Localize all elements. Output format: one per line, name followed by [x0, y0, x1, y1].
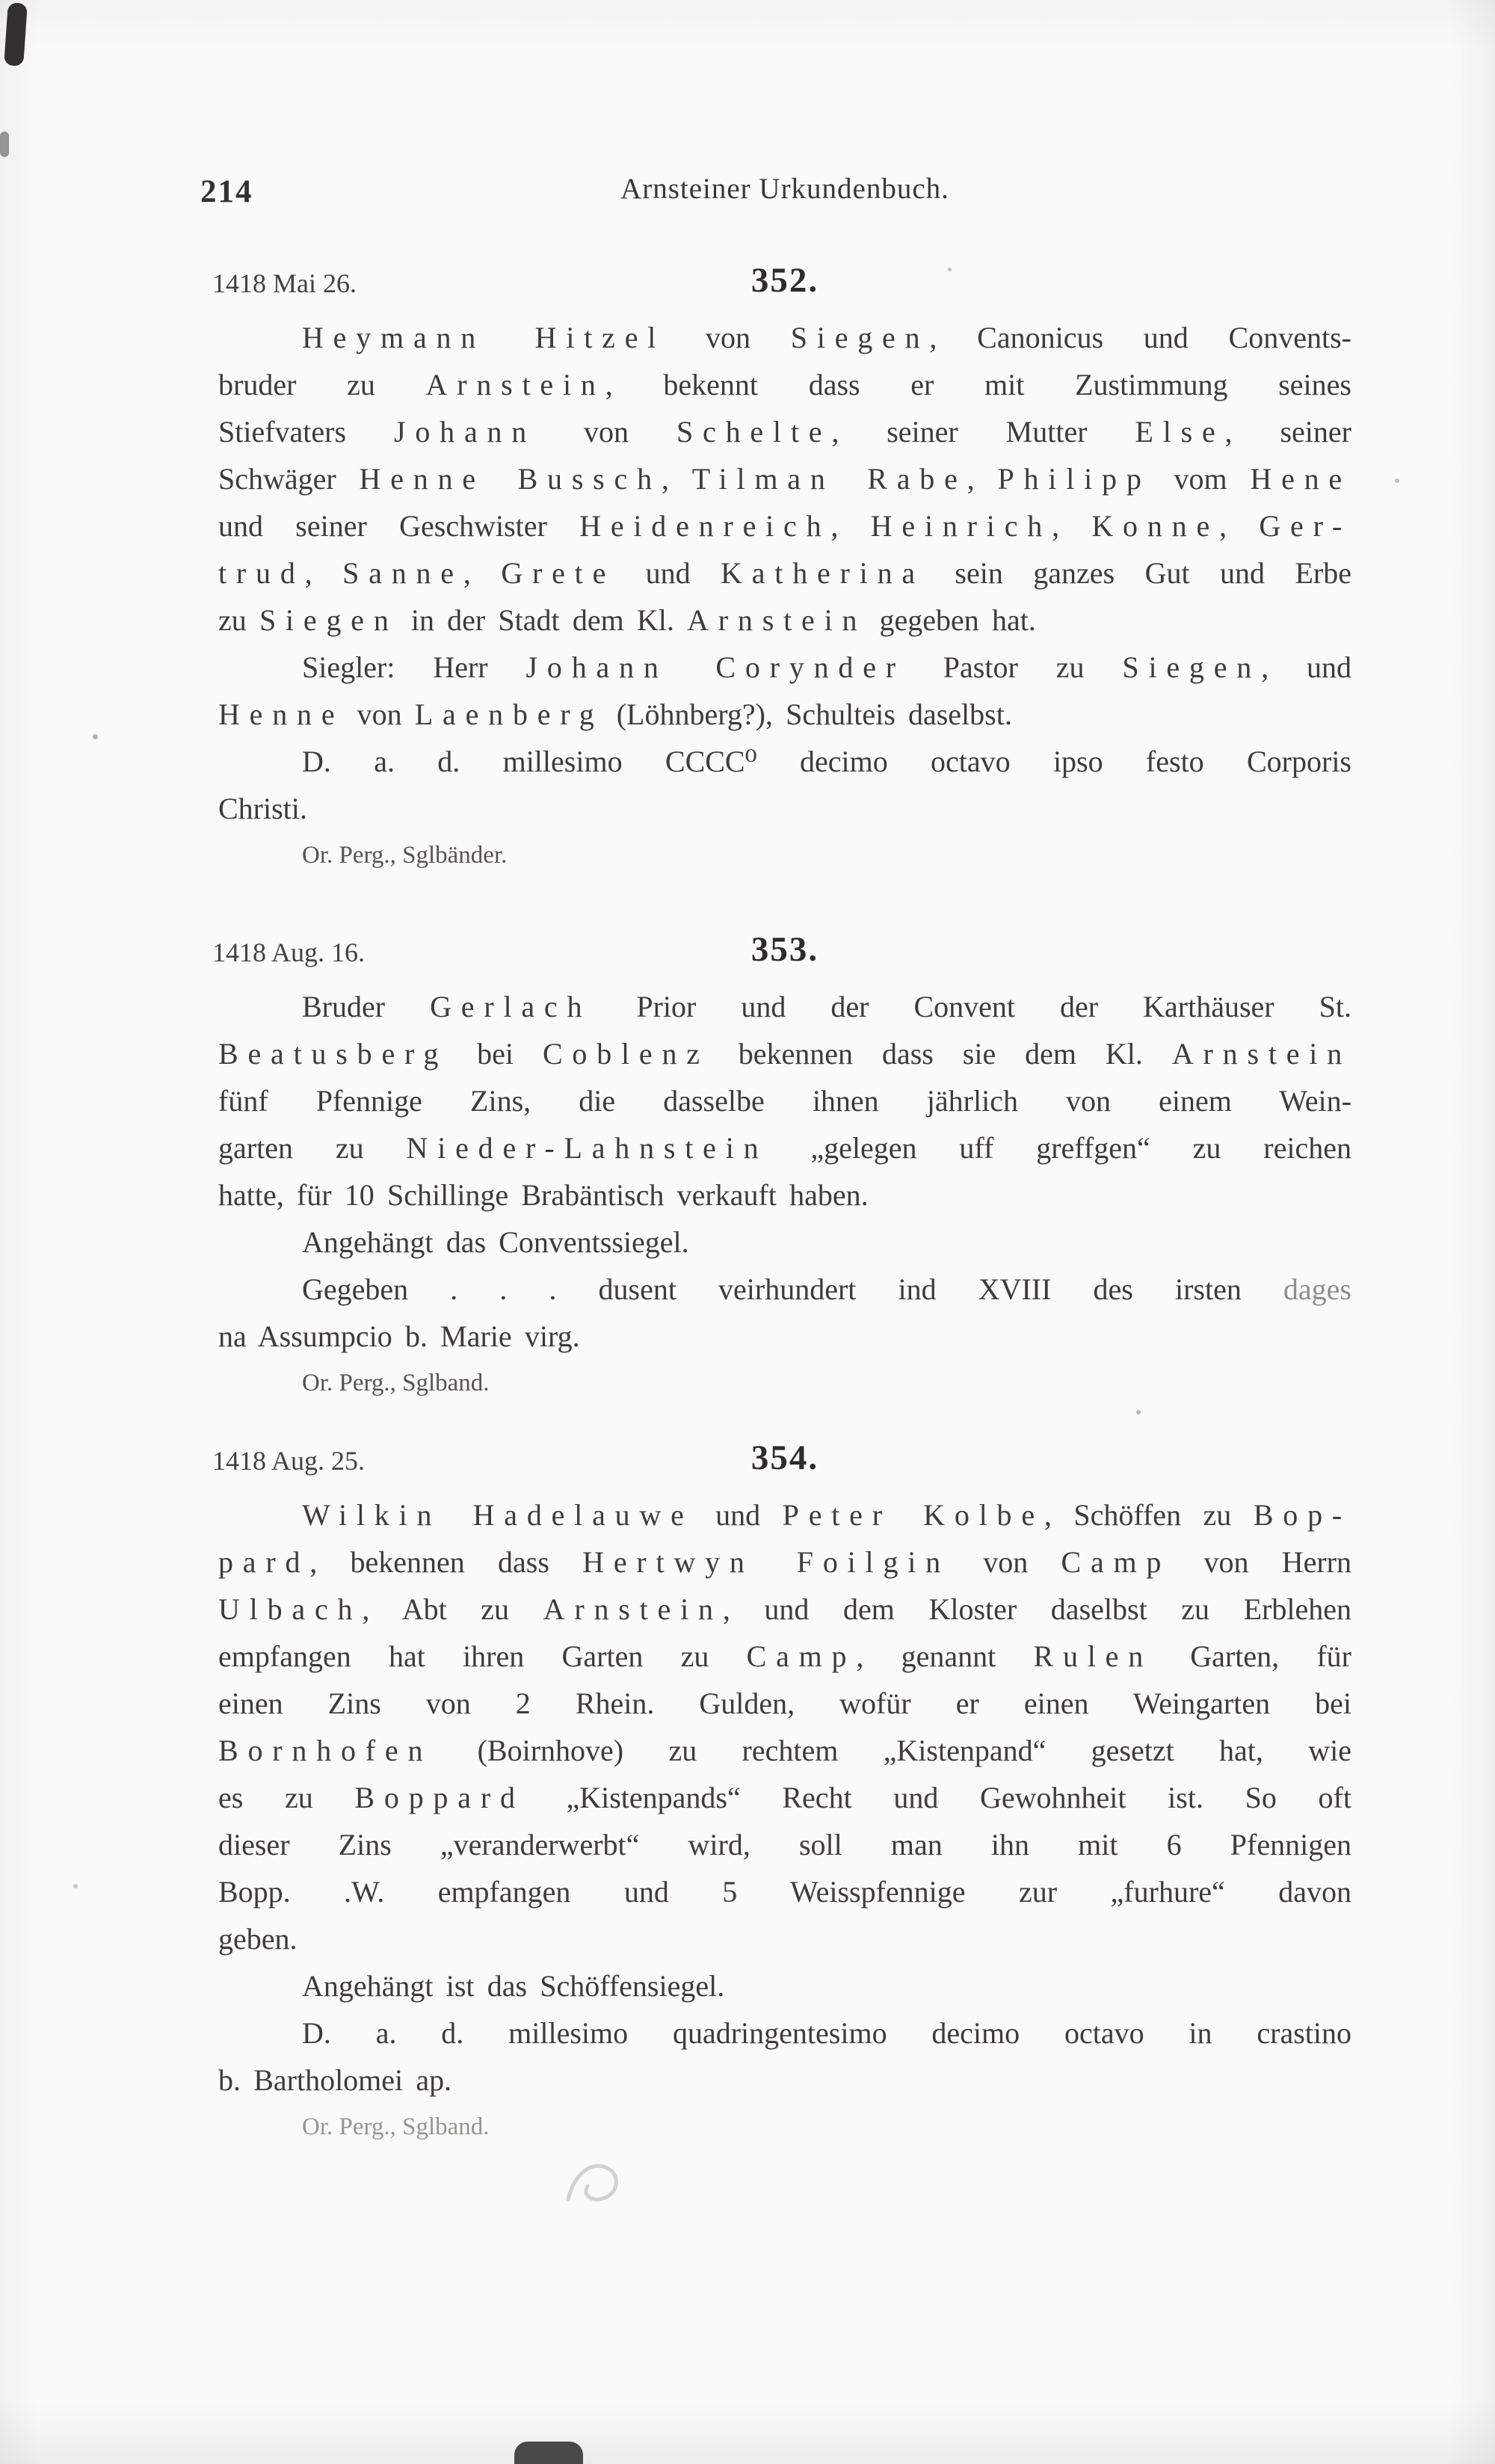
- text-line: [218, 785, 1351, 832]
- text-segment: , seiner Mutter: [831, 415, 1135, 449]
- paragraph: [218, 1962, 1351, 2009]
- spaced-name: Heymann Hitzel: [302, 321, 666, 354]
- text-segment: „gelegen uff greffgen“ zu reichen: [768, 1131, 1351, 1165]
- spaced-name: Schelte: [676, 415, 832, 449]
- text-line: [218, 2105, 1351, 2149]
- entry-date: 1418 Mai 26.: [212, 268, 357, 298]
- source-note: [218, 2105, 1351, 2149]
- text-segment: von: [536, 415, 676, 449]
- paragraph: [218, 1266, 1351, 1360]
- spaced-name: Else: [1135, 415, 1225, 449]
- text-segment: „Kistenpands“ Recht und Gewohnheit ist. So oft: [524, 1781, 1351, 1814]
- text-line: [218, 597, 1351, 644]
- text-segment: gegeben hat.: [866, 603, 1036, 637]
- text-segment: Stiefvaters: [218, 415, 394, 449]
- spaced-name: Nieder-Lahnstein: [406, 1131, 768, 1165]
- spaced-name: Arnstein: [1171, 1037, 1351, 1071]
- spaced-name: Ulbach: [218, 1592, 363, 1626]
- text-line: [218, 1266, 1351, 1313]
- entry-353: [212, 929, 1351, 1405]
- text-segment: es zu: [218, 1781, 355, 1814]
- spaced-name: Tilman Rabe: [691, 462, 967, 496]
- text-line: [218, 1633, 1351, 1680]
- text-segment: (Boirnhove) zu rechtem „Kistenpand“ gesetzt hat, wie: [432, 1734, 1351, 1767]
- text-segment: Garten, für: [1153, 1639, 1351, 1673]
- entry-date: 1418 Aug. 16.: [212, 937, 366, 967]
- text-segment: , bekennt dass er mit Zustimmung seines: [605, 368, 1351, 401]
- text-segment: bei: [448, 1037, 543, 1071]
- text-line: [218, 1539, 1351, 1586]
- spaced-name: Camp: [746, 1639, 857, 1673]
- text-line: [218, 408, 1351, 455]
- spaced-name: Katherina: [721, 556, 925, 590]
- text-line: [218, 1171, 1351, 1219]
- entry-number: 354.: [750, 1438, 819, 1477]
- text-segment: garten zu: [218, 1131, 407, 1165]
- text-line: [218, 1821, 1351, 1868]
- text-line: [218, 738, 1351, 785]
- text-segment: hatte, für 10 Schillinge Brabäntisch verkauft haben.: [218, 1178, 869, 1212]
- text-line: [218, 1868, 1351, 1915]
- text-segment: , Abt zu: [362, 1592, 543, 1626]
- spaced-name: pard: [218, 1545, 310, 1579]
- text-segment: von: [665, 321, 791, 354]
- text-segment: zu: [218, 603, 259, 637]
- text-segment: fünf Pfennige Zins, die dasselbe ihnen jährlich von einem Wein-: [218, 1084, 1351, 1118]
- paragraph: [218, 644, 1351, 738]
- spaced-name: Henne Bussch: [359, 462, 662, 496]
- text-segment: bruder zu: [218, 368, 426, 401]
- scan-speck: [93, 734, 98, 739]
- text-segment: Or. Perg., Sglband.: [302, 1370, 490, 1396]
- text-segment: ,: [967, 462, 998, 496]
- text-segment: von Herrn: [1171, 1545, 1351, 1579]
- text-segment: Or. Perg., Sglband.: [302, 2113, 490, 2140]
- spaced-name: Heidenreich: [579, 509, 831, 543]
- text-segment: und seiner Geschwister: [218, 509, 580, 543]
- text-segment: vom: [1150, 462, 1251, 496]
- spaced-name: Hertwyn Foilgin: [582, 1545, 950, 1579]
- text-segment: ,: [304, 556, 343, 590]
- spaced-name: Laenberg: [414, 697, 604, 731]
- paragraph: [218, 1219, 1351, 1266]
- text-line: [218, 502, 1351, 549]
- text-segment: Angehängt das Conventssiegel.: [302, 1225, 689, 1259]
- text-segment: dieser Zins „veranderwerbt“ wird, soll man ihn mit 6 Pfennigen: [218, 1828, 1351, 1861]
- text-line: [218, 1124, 1351, 1171]
- text-line: [218, 1774, 1351, 1821]
- text-segment: und: [615, 556, 721, 590]
- paragraph: [218, 314, 1351, 644]
- text-segment: ,: [661, 462, 692, 496]
- paragraph: [218, 1491, 1351, 1962]
- scan-smudge-left-edge: [0, 132, 9, 157]
- text-line: [218, 1962, 1351, 2009]
- spaced-name: Wilkin Hadelauwe: [302, 1498, 694, 1532]
- spaced-name: Johann Corynder: [525, 650, 905, 684]
- entry-heading: [212, 929, 1351, 976]
- spaced-name: Siegen: [259, 603, 398, 637]
- spaced-name: Peter Kolbe: [782, 1498, 1044, 1532]
- text-segment: Bruder: [302, 990, 431, 1023]
- text-segment: sein ganzes Gut und Erbe: [924, 556, 1351, 590]
- spaced-name: Sanne: [342, 556, 463, 590]
- text-line: [218, 983, 1351, 1030]
- text-segment: dages: [1283, 1272, 1351, 1306]
- spaced-name: Konne: [1091, 509, 1220, 543]
- text-line: [218, 2057, 1351, 2104]
- text-segment: , und dem Kloster daselbst zu Erblehen: [722, 1592, 1351, 1626]
- paragraph: [218, 738, 1351, 832]
- spaced-name: Coblenz: [542, 1037, 709, 1071]
- text-segment: und: [693, 1498, 783, 1532]
- text-line: [218, 1077, 1351, 1124]
- text-segment: na Assumpcio b. Marie virg.: [218, 1319, 580, 1353]
- paragraph: [218, 2009, 1351, 2104]
- text-segment: b. Bartholomei ap.: [218, 2063, 452, 2097]
- scan-speck: [73, 1884, 78, 1888]
- text-line: [218, 455, 1351, 502]
- text-line: [218, 1727, 1351, 1774]
- text-line: [218, 1313, 1351, 1360]
- text-segment: , Canonicus und Convents-: [929, 321, 1351, 354]
- entry-heading: [212, 1438, 1351, 1484]
- text-line: [218, 1219, 1351, 1266]
- spaced-name: Boppard: [354, 1781, 525, 1814]
- text-segment: ,: [830, 509, 871, 543]
- spaced-name: Bornhofen: [218, 1734, 433, 1767]
- spaced-name: Ger-: [1259, 509, 1352, 543]
- text-segment: , bekennen dass: [309, 1545, 583, 1579]
- text-segment: von: [949, 1545, 1061, 1579]
- spaced-name: Siegen: [790, 321, 930, 354]
- entry-352: [212, 260, 1352, 877]
- text-line: [218, 1030, 1351, 1077]
- entry-number: 353.: [750, 930, 819, 969]
- spaced-name: Arnstein: [543, 1592, 723, 1626]
- text-segment: Siegler: Herr: [302, 650, 526, 684]
- spaced-name: Hene: [1250, 462, 1351, 496]
- text-segment: Christi.: [218, 792, 307, 825]
- entry-heading: [212, 260, 1351, 307]
- source-note: [218, 1361, 1351, 1405]
- scan-speck: [1395, 478, 1399, 483]
- running-title: Arnsteiner Urkundenbuch.: [620, 173, 949, 205]
- text-segment: Or. Perg., Sglbänder.: [302, 842, 508, 869]
- entry-354: [212, 1438, 1351, 2149]
- spaced-name: Bop-: [1253, 1498, 1351, 1532]
- spaced-name: Siegen: [1122, 650, 1262, 684]
- text-line: [218, 1680, 1351, 1727]
- text-line: [218, 834, 1351, 877]
- text-line: [218, 549, 1351, 597]
- text-segment: D. a. d. millesimo CCCC⁰ decimo octavo ipso festo Corporis: [302, 745, 1351, 778]
- text-segment: , und: [1261, 650, 1351, 684]
- spaced-name: Beatusberg: [218, 1037, 449, 1071]
- text-line: [218, 1361, 1351, 1405]
- text-line: [218, 1586, 1351, 1633]
- spaced-name: Johann: [393, 415, 537, 449]
- text-segment: Pastor zu: [904, 650, 1123, 684]
- text-segment: ,: [1219, 509, 1260, 543]
- text-segment: (Löhnberg?), Schulteis daselbst.: [603, 697, 1012, 731]
- text-segment: ,: [463, 556, 502, 590]
- pencil-mark: [562, 2155, 637, 2219]
- text-line: [218, 1491, 1351, 1539]
- text-segment: Schwäger: [218, 462, 360, 496]
- spaced-name: trud: [218, 556, 305, 590]
- paragraph: [218, 983, 1351, 1219]
- text-segment: einen Zins von 2 Rhein. Gulden, wofür er einen Weingarten bei: [218, 1687, 1351, 1720]
- text-segment: in der Stadt dem Kl.: [398, 603, 688, 637]
- text-segment: von: [344, 697, 415, 731]
- entry-date: 1418 Aug. 25.: [212, 1446, 366, 1476]
- spaced-name: Camp: [1061, 1545, 1171, 1579]
- spaced-name: Heinrich: [870, 509, 1052, 543]
- entries: [212, 260, 1352, 2149]
- spaced-name: Arnstein: [687, 603, 867, 637]
- spaced-name: Philipp: [997, 462, 1151, 496]
- spaced-name: Henne: [218, 697, 345, 731]
- page-number: 214: [200, 174, 253, 209]
- text-segment: Gegeben . . . dusent veirhundert ind XVIII des irsten: [302, 1272, 1283, 1306]
- text-segment: D. a. d. millesimo quadringentesimo decimo octavo in crastino: [302, 2016, 1351, 2050]
- text-segment: ,: [1052, 509, 1092, 543]
- text-segment: , Schöffen zu: [1044, 1498, 1254, 1532]
- text-column: [200, 0, 1352, 2149]
- page-header: [200, 172, 1351, 214]
- scan-smudge-top-left: [4, 2, 28, 67]
- text-segment: geben.: [218, 1922, 298, 1956]
- text-segment: Bopp. .W. empfangen und 5 Weisspfennige zur „furhure“ davon: [218, 1875, 1351, 1909]
- text-segment: , genannt: [856, 1639, 1034, 1673]
- text-line: [218, 691, 1351, 738]
- spaced-name: Gerlach: [430, 990, 592, 1023]
- text-line: [218, 644, 1351, 691]
- text-segment: Angehängt ist das Schöffensiegel.: [302, 1969, 725, 2003]
- text-segment: empfangen hat ihren Garten zu: [218, 1639, 747, 1673]
- text-segment: bekennen dass sie dem Kl.: [709, 1037, 1172, 1071]
- entry-number: 352.: [750, 261, 819, 300]
- text-line: [218, 2009, 1351, 2057]
- text-line: [218, 1915, 1351, 1962]
- text-line: [218, 314, 1351, 361]
- spaced-name: Rulen: [1033, 1639, 1153, 1673]
- spaced-name: Arnstein: [425, 368, 605, 401]
- scan-blob-bottom-edge: [514, 2442, 583, 2464]
- text-segment: Prior und der Convent der Karthäuser St.: [591, 990, 1351, 1023]
- text-segment: , seiner: [1224, 415, 1351, 449]
- spaced-name: Grete: [501, 556, 616, 590]
- source-note: [218, 834, 1351, 877]
- text-line: [218, 361, 1351, 408]
